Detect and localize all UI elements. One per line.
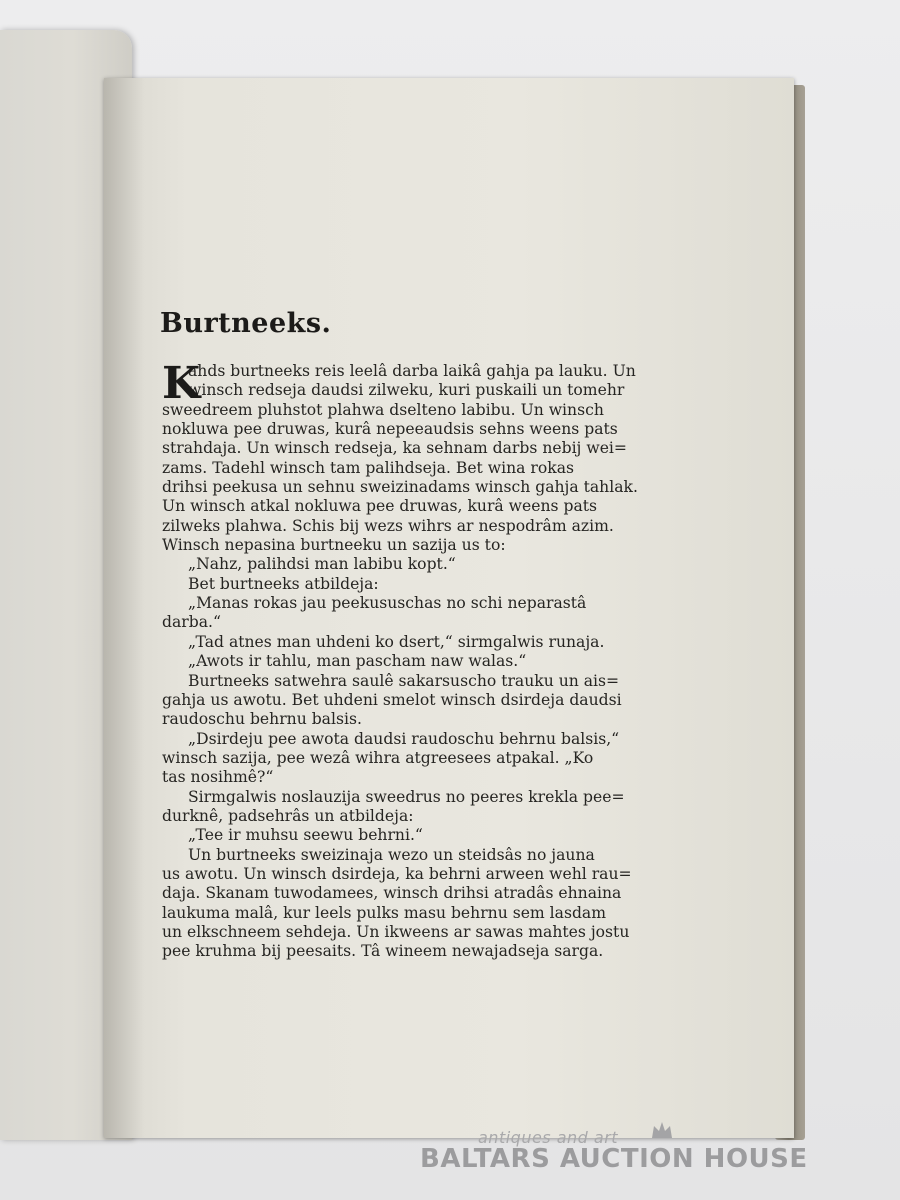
- text-line-24: durknê, padsehrâs un atbildeja:: [162, 806, 414, 825]
- text-line-23: Sirmgalwis noslauzija sweedrus no peeres krekla pee=: [188, 787, 625, 806]
- text-line-6: zams. Tadehl winsch tam palihdseja. Bet wina rokas: [162, 458, 575, 477]
- text-line-8: Un winsch atkal nokluwa pee druwas, kurâ weens pats: [162, 497, 598, 516]
- text-line-30: un elkschneem sehdeja. Un ikweens ar sawas mahtes jostu: [162, 922, 630, 941]
- text-line-7: drihsi peekusa un sehnu sweizinadams winsch gahja tahlak.: [162, 478, 638, 497]
- text-line-26: Un burtneeks sweizinaja wezo un steidsâs no jauna: [188, 845, 595, 864]
- text-line-19: raudoschu behrnu balsis.: [162, 710, 362, 729]
- text-line-25: „Tee ir muhsu seewu behrni.“: [188, 826, 423, 845]
- text-line-28: daja. Skanam tuwodamees, winsch drihsi atradâs ehnaina: [162, 884, 622, 903]
- text-line-17: Burtneeks satwehra saulê sakarsuscho trauku un ais=: [188, 671, 620, 690]
- text-line-9: zilweks plahwa. Schis bij wezs wihrs ar nespodrâm azim.: [162, 516, 614, 535]
- text-line-3: sweedreem pluhstot plahwa dselteno labibu. Un winsch: [162, 400, 604, 419]
- text-line-16: „Awots ir tahlu, man pascham naw walas.“: [188, 652, 527, 671]
- text-line-22: tas nosihmê?“: [162, 768, 274, 787]
- text-line-10: Winsch nepasina burtneeku un sazija us to:: [162, 536, 506, 555]
- text-line-11: „Nahz, palihdsi man labibu kopt.“: [188, 555, 456, 574]
- text-line-1: K ahds burtneeks reis leelâ darba laikâ gahja pa lauku. Un: [162, 358, 636, 409]
- text-line-15: „Tad atnes man uhdeni ko dsert,“ sirmgalwis runaja.: [188, 632, 605, 651]
- text-line-21: winsch sazija, pee wezâ wihra atgreesees atpakal. „Ko: [162, 748, 594, 767]
- text-line-4: nokluwa pee druwas, kurâ nepeeaudsis sehns weens pats: [162, 420, 618, 439]
- text-line-18: gahja us awotu. Bet uhdeni smelot winsch dsirdeja daudsi: [162, 690, 622, 709]
- text-line-31: pee kruhma bij peesaits. Tâ wineem newajadseja sarga.: [162, 942, 604, 961]
- story-text: [162, 358, 638, 962]
- watermark-brand: BALTARS AUCTION HOUSE: [420, 1144, 808, 1174]
- gutter-shadow: [104, 78, 144, 1138]
- drop-cap: K: [162, 358, 201, 409]
- text-line-13: „Manas rokas jau peekususchas no schi neparastâ: [188, 594, 587, 613]
- text-line-29: laukuma malâ, kur leels pulks masu behrnu sem lasdam: [162, 903, 607, 922]
- text-line-14: darba.“: [162, 613, 221, 632]
- text-line-20: „Dsirdeju pee awota daudsi raudoschu behrnu balsis,“: [188, 729, 620, 748]
- chapter-title: Burtneeks.: [160, 308, 332, 339]
- auction-watermark: [420, 1128, 840, 1178]
- text-line-2: winsch redseja daudsi zilweku, kuri puskaili un tomehr: [188, 381, 625, 400]
- crown-icon: [650, 1120, 674, 1140]
- text-line-12: Bet burtneeks atbildeja:: [188, 574, 379, 593]
- watermark-tagline: antiques and art: [478, 1128, 619, 1147]
- text-line-27: us awotu. Un winsch dsirdeja, ka behrni arween wehl rau=: [162, 864, 632, 883]
- text-line-5: strahdaja. Un winsch redseja, ka sehnam darbs nebij wei=: [162, 439, 627, 458]
